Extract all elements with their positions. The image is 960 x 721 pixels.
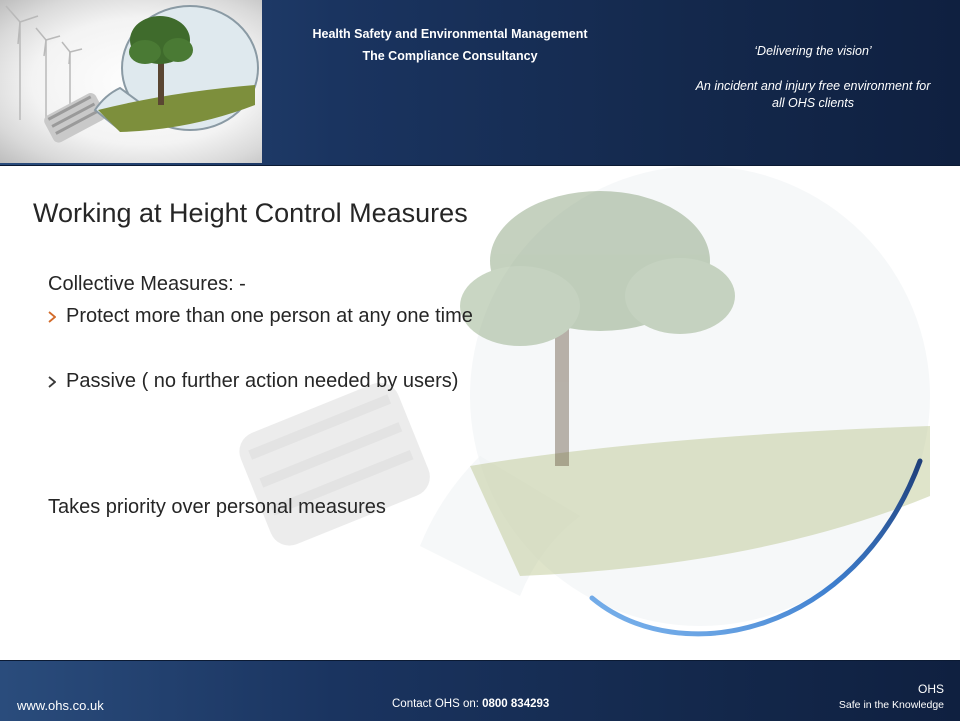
vision-statement: An incident and injury free environment for all OHS clients bbox=[695, 79, 931, 110]
slide-content bbox=[0, 166, 960, 660]
contact-info bbox=[392, 698, 549, 710]
brand-slogan: Safe in the Knowledge bbox=[838, 699, 944, 711]
bullet-text: Passive ( no further action needed by users) bbox=[66, 370, 459, 392]
triangle-bullet-icon bbox=[48, 376, 56, 388]
collective-measures-heading: Collective Measures: - bbox=[48, 273, 246, 295]
contact-label: Contact OHS on: bbox=[392, 698, 483, 710]
contact-number: 0800 834293 bbox=[482, 698, 550, 710]
lightbulb-tree-logo bbox=[0, 0, 262, 163]
website-link[interactable]: www.ohs.co.uk bbox=[17, 698, 104, 713]
brand-name: OHS bbox=[917, 682, 944, 696]
company-subtitle: The Compliance Consultancy bbox=[362, 49, 538, 63]
lightbulb-tree-watermark bbox=[0, 166, 960, 660]
bullet-text: Protect more than one person at any one time bbox=[66, 305, 473, 327]
company-title: Health Safety and Environmental Management bbox=[312, 27, 588, 41]
bullet-item bbox=[48, 305, 473, 328]
tagline: ‘Delivering the vision’ bbox=[754, 44, 872, 58]
priority-note: Takes priority over personal measures bbox=[48, 496, 386, 518]
triangle-bullet-icon bbox=[48, 311, 56, 323]
footer-bar bbox=[0, 660, 960, 721]
slide-title: Working at Height Control Measures bbox=[33, 198, 468, 228]
bullet-item bbox=[48, 370, 458, 393]
header-banner bbox=[0, 0, 960, 166]
